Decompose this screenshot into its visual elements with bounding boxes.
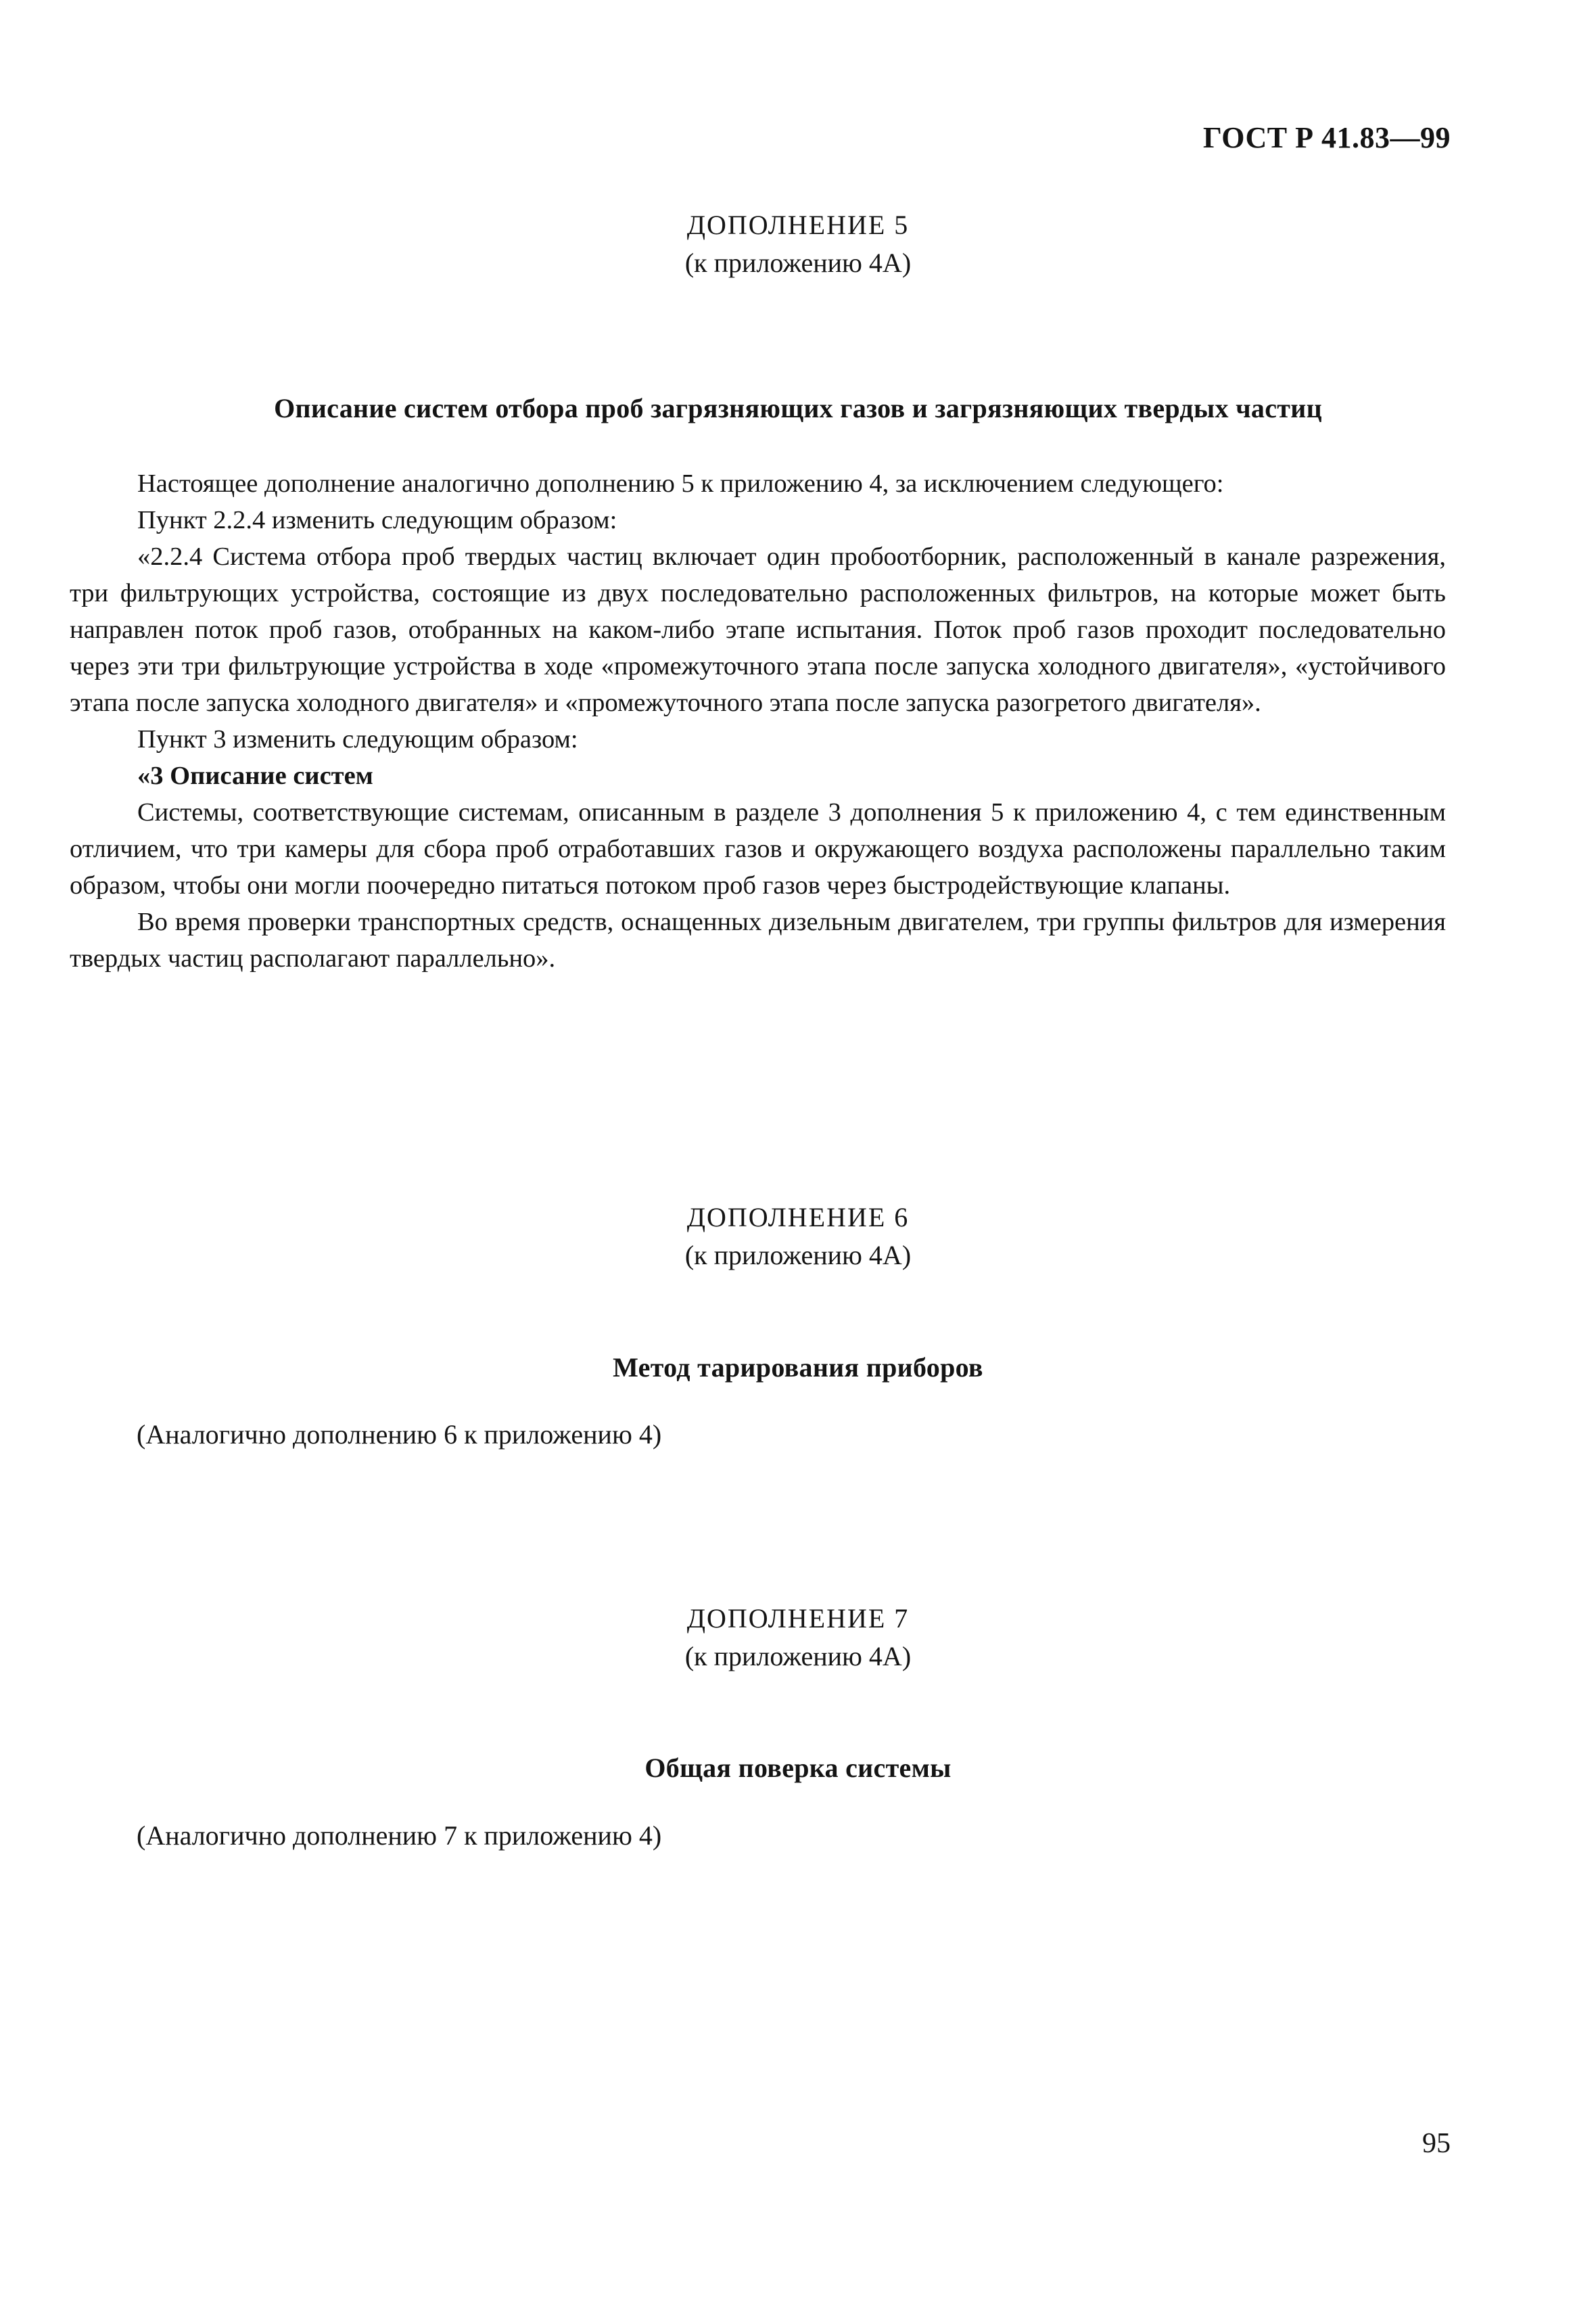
supplement-6-heading: Метод тарирования приборов bbox=[613, 1352, 983, 1383]
supplement-5-heading: Описание систем отбора проб загрязняющих газов и загрязняющих твердых частиц bbox=[274, 393, 1322, 423]
supplement-5-header bbox=[0, 206, 1596, 282]
supplement-6-note: (Аналогично дополнению 6 к приложению 4) bbox=[137, 1419, 662, 1450]
supplement-6-header bbox=[0, 1199, 1596, 1274]
supplement-7-title: ДОПОЛНЕНИЕ 7 bbox=[686, 1603, 910, 1634]
supplement-6-title: ДОПОЛНЕНИЕ 6 bbox=[686, 1202, 910, 1232]
paragraph: Системы, соответствующие системам, описанным в разделе 3 дополнения 5 к приложению 4, с тем единственным отличием, что три камеры для сбора проб отработавших газов и окружающего воздуха расположены параллельно таким образом, чтобы они могли поочередно питаться потоком проб газов через быстродействующие клапаны. bbox=[70, 798, 1446, 900]
supplement-5-subtitle: (к приложению 4А) bbox=[684, 248, 912, 278]
supplement-7-heading: Общая поверка системы bbox=[644, 1753, 952, 1783]
supplement-5-title: ДОПОЛНЕНИЕ 5 bbox=[686, 210, 910, 240]
document-code: ГОСТ Р 41.83—99 bbox=[1202, 121, 1451, 154]
paragraph: Настоящее дополнение аналогично дополнению 5 к приложению 4, за исключением следующего: bbox=[137, 469, 1224, 498]
subsection-heading: «3 Описание систем bbox=[137, 762, 373, 790]
paragraph: «2.2.4 Система отбора проб твердых частиц включает один пробоотборник, расположенный в канале разрежения, три фильтрующих устройства, состоящие из двух последовательно расположенных фильтров, на которые может быть направлен поток проб газов, отобранных на каком-либо этапе испытания. Поток проб газов проходит последовательно через эти три фильтрующие устройства в ходе «промежуточного этапа после запуска холодного двигателя», «устойчивого этапа после запуска холодного двигателя» и «промежуточного этапа после запуска разогретого двигателя». bbox=[70, 542, 1446, 717]
page-number: 95 bbox=[1422, 2128, 1451, 2159]
supplement-7-note: (Аналогично дополнению 7 к приложению 4) bbox=[137, 1820, 662, 1851]
paragraph: Пункт 3 изменить следующим образом: bbox=[137, 725, 578, 754]
paragraph: Пункт 2.2.4 изменить следующим образом: bbox=[137, 506, 617, 534]
paragraph: Во время проверки транспортных средств, оснащенных дизельным двигателем, три группы фильтров для измерения твердых частиц располагают параллельно». bbox=[70, 908, 1446, 973]
supplement-5-body bbox=[70, 465, 1446, 977]
supplement-7-header bbox=[0, 1600, 1596, 1675]
supplement-6-subtitle: (к приложению 4А) bbox=[684, 1240, 912, 1270]
supplement-7-subtitle: (к приложению 4А) bbox=[684, 1641, 912, 1671]
